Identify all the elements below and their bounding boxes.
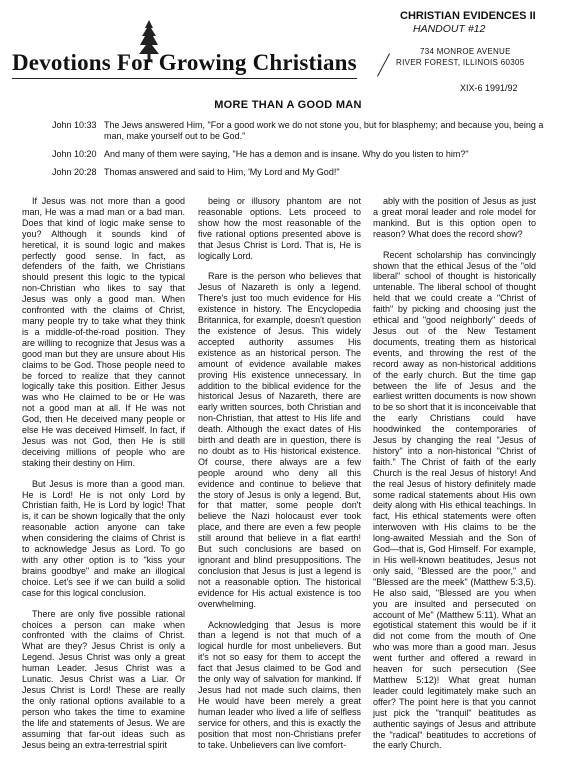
title-underline: [12, 78, 357, 79]
article-column-2: [198, 196, 361, 760]
verse-item: [52, 167, 552, 178]
divider-slash: [377, 53, 390, 76]
article-column-3: [373, 196, 536, 761]
verse-list: [52, 120, 552, 185]
page-heading: MORE THAN A GOOD MAN: [214, 99, 362, 111]
paragraph: Rare is the person who believes that Jesus of Nazareth is only a legend. There's just too much evidence for His existence in history. The Encyclopedia Britannica, for example, doesn't question the existence of Jesus. This widely accepted authority assumes His existence as an historical person. The amount of evidence available makes proving His existence unnecessary. In addition to the biblical evidence for the historical Jesus of Nazareth, there are early written sources, both Christian and non-Christian, that attest to His life and death. Although the exact dates of His birth and death are in question, there is no doubt as to His historical existence. Of course, there always are a few people around who deny all this evidence and continue to believe that the story of Jesus is only a legend. But, for that matter, some people don't believe the Nazi holocaust ever took place, and there are even a few people still around that believe in a flat earth! But such conclusions are based on ignorant and blind presuppositions. The conclusion that Jesus is just a legend is not a reasonable option. The historical evidence for His actual existence is too overwhelming.: [198, 271, 361, 609]
verse-text: And many of them were saying, "He has a demon and is insane. Why do you listen to him?": [104, 149, 469, 159]
paragraph: Recent scholarship has convincingly shown that the ethical Jesus of the "old liberal" school of thought is historically untenable. The liberal school of thought held that we could create a "Christ of faith" by picking and choosing just the ethical and "good neighborly" deeds of Jesus out of the New Testament documents, treating them as historical events, and throwing the rest of the record away as non-historical additions of the early church. But the time gap between the life of Jesus and the earliest written documents is now shown to be so short that it is inconceivable that the early Christians could have hoodwinked the contemporaries of Jesus by changing the real "Jesus of history" into a non-historical "Christ of faith." The Christ of faith of the early Church is the real Jesus of history! And the real Jesus of history definitely made some radical statements about His own deity along with His ethical teachings. In fact, His ethical statements were often interwoven with His claims to be the long-awaited Messiah and the Son of God—that is, God Himself. For example, in His well-known beatitudes, Jesus not only said, "Blessed are the poor," and "Blessed are the meek" (Matthew 5:3,5). He also said, "Blessed are you when you are insulted and persecuted on account of Me" (Matthew 5:11). What an egotistical statement this would be if it did not come from the mouth of One who was more than a good man. Jesus went further and offered a reward in heaven for such persecution (See Matthew 5:12)! What great human leader could legitimately make such an offer? The point here is that you cannot just pick the "tranquil" beatitudes as authentic sayings of Jesus and attribute the "radical" beatitudes to accretions of the early Church.: [373, 249, 536, 751]
paragraph: being or illusory phantom are not reasonable options. Lets proceed to show how the most reasonable of the five rational options presented above is that Jesus Christ is Lord. That is, He is logically Lord.: [198, 196, 361, 261]
publication-title: Devotions For Growing Christians: [12, 50, 357, 75]
verse-reference: John 10:33: [52, 120, 97, 130]
series-title: CHRISTIAN EVIDENCES II: [400, 10, 536, 22]
verse-reference: John 20:28: [52, 167, 97, 177]
verse-item: [52, 120, 552, 142]
address-street: 734 MONROE AVENUE: [420, 47, 511, 56]
paragraph: There are only five possible rational choices a person can make when confronted with the claims of Christ. What are they? Jesus Christ is only a Legend. Jesus Christ was only a great human Leader. Jesus Christ was a Lunatic. Jesus Christ was a Liar. Or Jesus Christ is Lord! These are really the only rational options available to a person who takes the time to examine the life and statements of Jesus. We are assuming that far-out ideas such as Jesus being an extra-terrestrial spirit: [22, 608, 185, 750]
paragraph: If Jesus was not more than a good man, He was a mad man or a bad man. Does that kind of logic make sense to you? Although it sounds kind of heretical, it is sound logic and makes perfectly good sense. In fact, as defenders of the faith, we Christians should present this logic to the typical non-Christian who likes to say that Jesus was only a good man. When confronted with the claims of Christ, many people try to take what they think is a middle-of-the-road position. They are willing to recognize that Jesus was a good man but they are unsure about His claims to be God. Those people need to be forced to realize that they cannot logically take this position. Either Jesus was who He claimed to be or He was not a good man at all. If He was not God, then He deceived many people or else He was deceived Himself. In fact, if Jesus was not God, then He is still deceiving millions of people who are staking their destiny on Him.: [22, 196, 185, 468]
verse-reference: John 10:20: [52, 149, 97, 159]
paragraph: ably with the position of Jesus as just a great moral leader and role model for mankind. But is this option open to reason? What does the record show?: [373, 196, 536, 239]
paragraph: But Jesus is more than a good man. He is Lord! He is not only Lord by Christian faith, He is Lord by logic! That is, it can be shown logically that the only reasonable action anyone can take when considering the claims of Christ is to acknowledge Jesus as Lord. To go with any other option is to "kiss your brains goodbye" and make an illogical choice. Let's see if we can build a solid case for this logical conclusion.: [22, 478, 185, 598]
paragraph: Acknowledging that Jesus is more than a legend is not that much of a logical hurdle for most unbelievers. But it's not so easy for them to accept the fact that Jesus claimed to be God and the only way of salvation for mankind. If Jesus had not made such claims, then He would have been merely a great human leader who lived a life of selfless service for others, and this is exactly the position that most non-Christians prefer to take. Unbelievers can live comfort-: [198, 619, 361, 750]
verse-item: [52, 149, 552, 160]
document-id: XIX-6 1991/92: [460, 83, 518, 93]
address-city: RIVER FOREST, ILLINOIS 60305: [396, 58, 525, 67]
article-column-1: [22, 196, 185, 760]
handout-number: HANDOUT #12: [413, 23, 486, 35]
masthead: [12, 20, 357, 78]
verse-text: The Jews answered Him, "For a good work we do not stone you, but for blasphemy; and because you, being a man, make yourself out to be God.": [104, 120, 544, 141]
verse-text: Thomas answered and said to Him, 'My Lord and My God!": [104, 167, 340, 177]
